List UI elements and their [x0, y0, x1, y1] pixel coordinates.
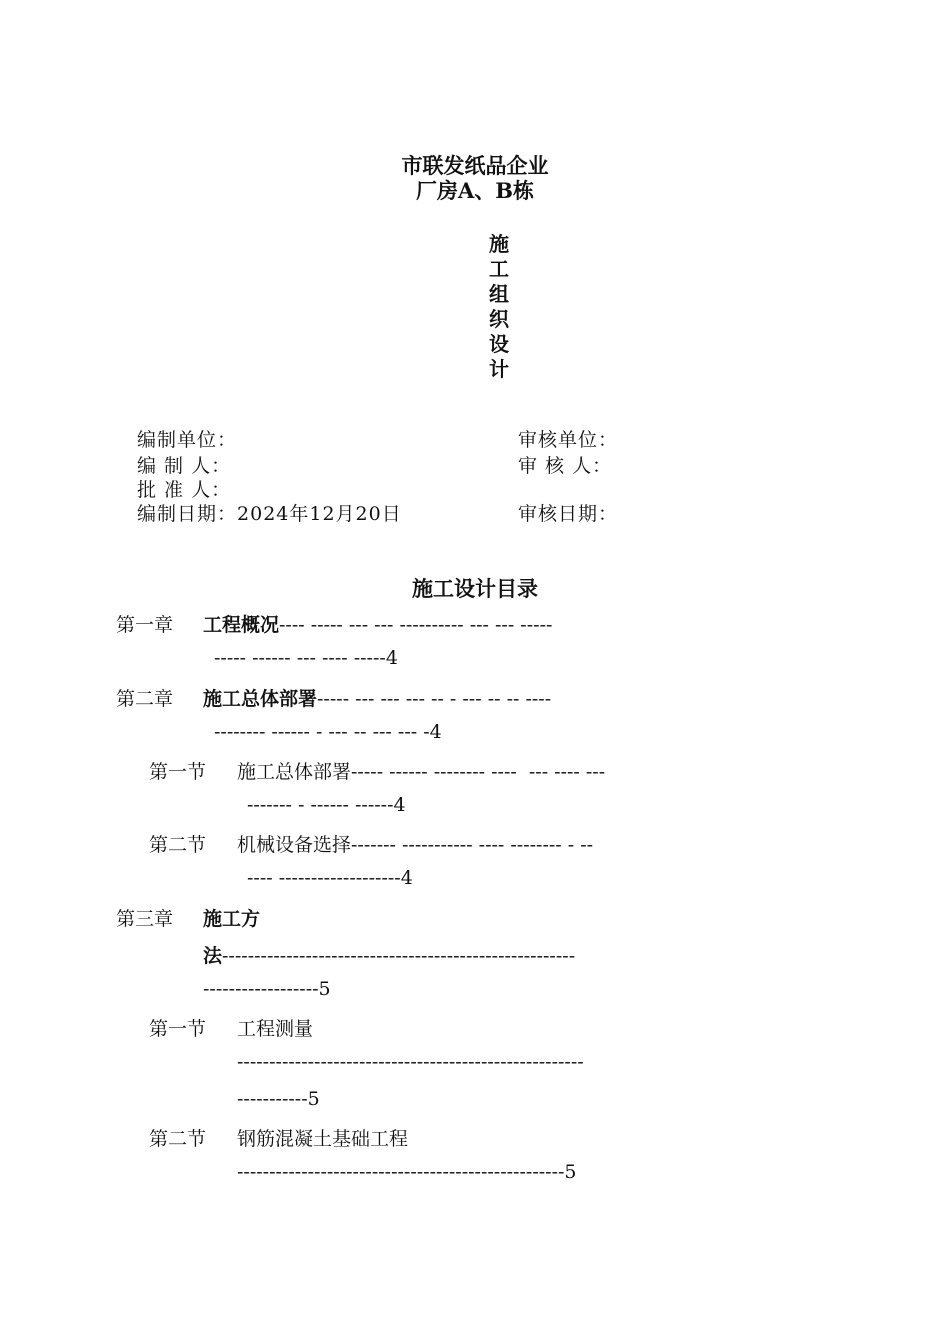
info-left-row — [137, 475, 231, 502]
info-left-row — [137, 451, 231, 478]
info-left-row — [137, 499, 402, 526]
info-label: 审核单位： — [518, 429, 619, 451]
vertical-title-char: 工 — [489, 257, 509, 281]
toc-leader: ---- ----- --- --- ---------- --- --- ----- — [279, 614, 553, 636]
info-right-row — [518, 451, 612, 478]
toc-leader: ------- ----------- ---- -------- - -- — [351, 834, 594, 856]
vertical-title-char: 计 — [489, 357, 509, 381]
info-value: 2024年12月20日 — [237, 503, 402, 525]
toc-leader: ----- --- --- --- -- - --- -- -- ---- — [317, 688, 552, 710]
toc-entry-title: 施工总体部署 — [203, 688, 318, 710]
vertical-title-char: 织 — [489, 307, 509, 331]
toc-title: 施工设计目录 — [412, 576, 538, 601]
info-label: 批 准 人： — [137, 479, 232, 501]
toc-leader-page: ----- ------ --- ---- -----4 — [214, 647, 398, 669]
toc-leader-page: -------- ------ - --- -- --- --- -4 — [214, 721, 442, 743]
toc-leader: ------------------------------------------------------- — [222, 945, 576, 967]
toc-leader-page: ---------------------------------------------------5 — [237, 1161, 577, 1183]
toc-entry-title: 钢筋混凝土基础工程 — [237, 1128, 409, 1150]
toc-number: 第二节 — [149, 834, 207, 856]
toc-entry-title-cont: 法 — [203, 945, 223, 967]
toc-entry-title: 工程概况 — [203, 614, 280, 636]
toc-number: 第二章 — [116, 688, 174, 710]
toc-entry-title: 施工总体部署 — [237, 761, 352, 783]
toc-leader-page: ---- -------------------4 — [247, 867, 413, 889]
company-name: 市联发纸品企业 — [401, 153, 549, 178]
vertical-title-char: 组 — [489, 282, 509, 306]
info-left-row — [137, 425, 237, 452]
toc-entry-title: 工程测量 — [237, 1018, 314, 1040]
toc-number: 第一节 — [149, 761, 207, 783]
building-name: 厂房A、B栋 — [415, 178, 535, 203]
toc-leader: ----- ------ -------- ---- --- ---- --- — [351, 761, 606, 783]
info-label: 审 核 人： — [518, 455, 613, 477]
vertical-title-char: 设 — [489, 332, 509, 356]
info-right-row — [518, 425, 618, 452]
vertical-title-char: 施 — [489, 232, 509, 256]
toc-leader-page: -----------5 — [237, 1088, 320, 1110]
toc-number: 第一章 — [116, 614, 174, 636]
info-label: 编 制 人： — [137, 455, 232, 477]
info-right-row — [518, 499, 618, 526]
toc-number: 第一节 — [149, 1018, 207, 1040]
toc-number: 第三章 — [116, 908, 174, 930]
info-label: 审核日期： — [518, 503, 619, 525]
toc-leader: ------------------------------------------------------ — [237, 1051, 584, 1073]
toc-entry-title: 机械设备选择 — [237, 834, 352, 856]
info-label: 编制单位： — [137, 429, 238, 451]
toc-entry-title: 施工方 — [203, 908, 261, 930]
toc-leader-page: ------------------5 — [203, 978, 331, 1000]
toc-number: 第二节 — [149, 1128, 207, 1150]
info-label: 编制日期： — [137, 503, 238, 525]
toc-leader-page: ------- - ------ ------4 — [247, 794, 406, 816]
